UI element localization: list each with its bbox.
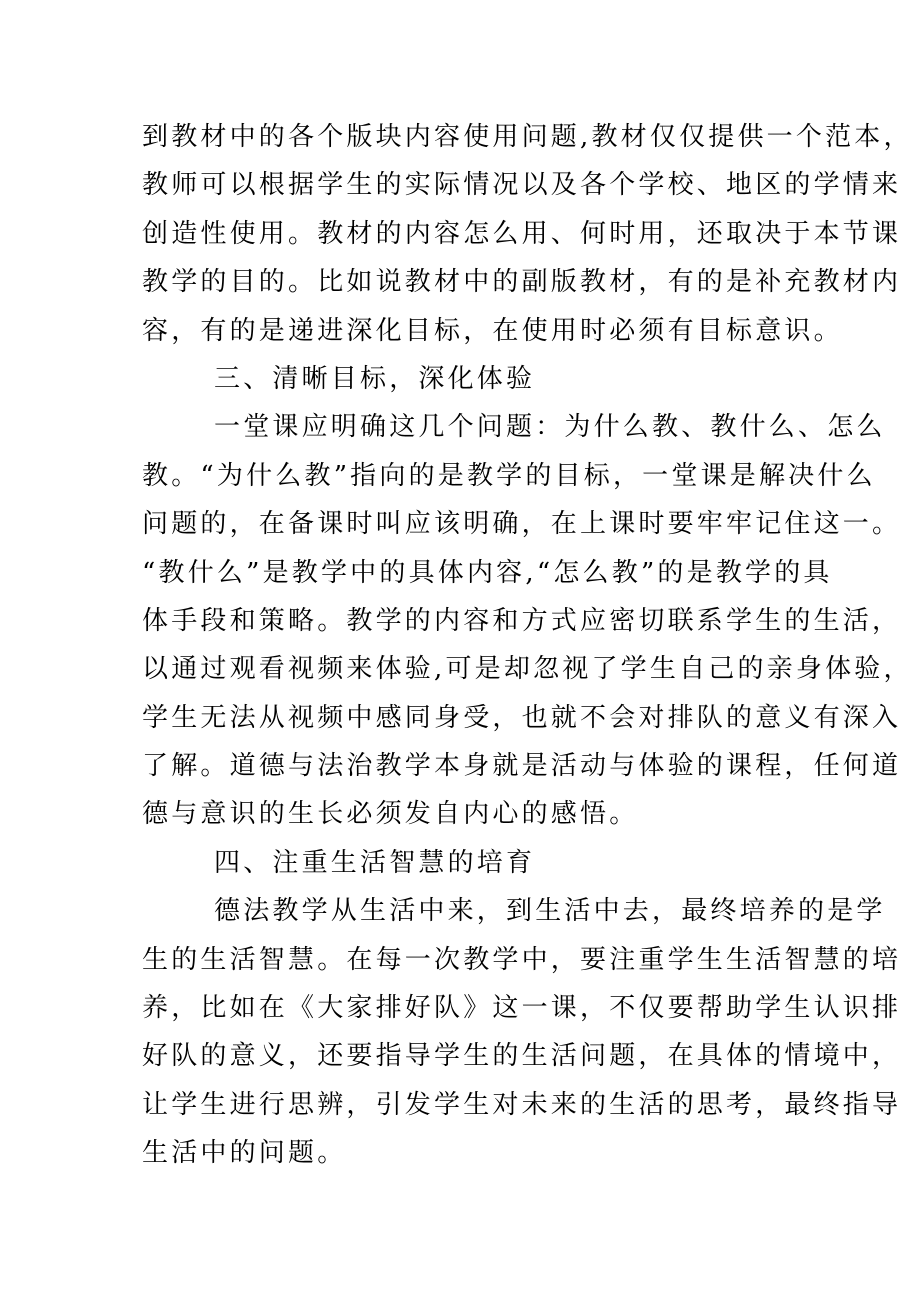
text-line: “教什么”是教学中的具体内容,“怎么教”的是教学的具 [142,557,833,588]
text-line: 生的生活智慧。在每一次教学中，要注重学生生活智慧的培 [142,944,902,975]
text-line: 德法教学从生活中来，到生活中去，最终培养的是学 [214,896,886,927]
text-line: 一堂课应明确这几个问题：为什么教、教什么、怎么 [214,412,886,443]
text-line: 让学生进行思辨，引发学生对未来的生活的思考，最终指导 [142,1089,902,1120]
text-line: 学生无法从视频中感同身受，也就不会对排队的意义有深入 [142,702,902,733]
text-line: 创造性使用。教材的内容怎么用、何时用，还取决于本节课 [142,218,902,249]
text-line: 生活中的问题。 [142,1138,347,1169]
text-line: 体手段和策略。教学的内容和方式应密切联系学生的生活， [142,605,902,636]
section-heading: 三、清晰目标，深化体验 [214,363,536,394]
text-line: 德与意识的生长必须发自内心的感悟。 [142,799,639,830]
text-line: 教。“为什么教”指向的是教学的目标，一堂课是解决什么 [142,460,876,491]
text-line: 以通过观看视频来体验,可是却忽视了学生自己的亲身体验， [142,654,913,685]
text-line: 容，有的是递进深化目标，在使用时必须有目标意识。 [142,315,843,346]
text-line: 好队的意义，还要指导学生的生活问题，在具体的情境中， [142,1041,902,1072]
text-line: 到教材中的各个版块内容使用问题,教材仅仅提供一个范本， [142,122,913,152]
text-line: 问题的，在备课时叫应该明确，在上课时要牢牢记住这一。 [142,509,902,540]
text-line: 了解。道德与法治教学本身就是活动与体验的课程，任何道 [142,751,902,782]
text-line: 教学的目的。比如说教材中的副版教材，有的是补充教材内 [142,267,902,298]
text-line: 教师可以根据学生的实际情况以及各个学校、地区的学情来 [142,170,902,201]
document-body [142,113,913,1178]
section-heading: 四、注重生活智慧的培育 [214,847,536,878]
text-line: 养，比如在《大家排好队》这一课，不仅要帮助学生认识排 [142,993,902,1024]
